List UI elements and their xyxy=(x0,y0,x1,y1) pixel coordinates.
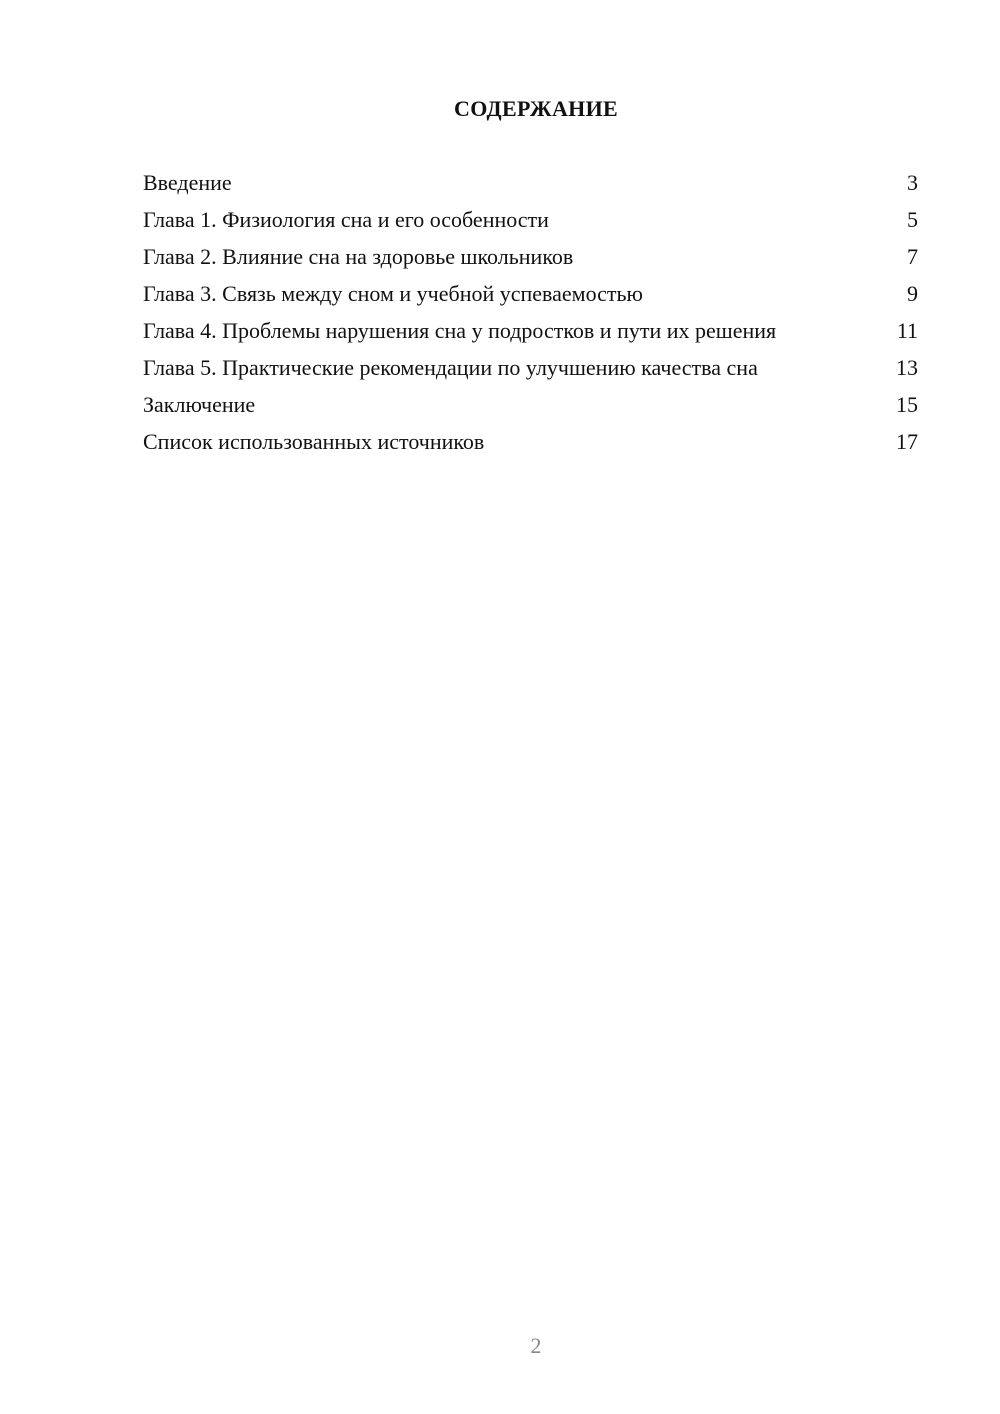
toc-entry xyxy=(143,318,918,344)
toc-entry-title: Глава 1. Физиология сна и его особенности xyxy=(143,207,549,232)
toc-entry-page: 11 xyxy=(896,318,918,343)
toc-entry xyxy=(143,244,918,270)
toc-entry-page: 13 xyxy=(896,355,918,380)
toc-entry xyxy=(143,281,918,307)
toc-entry-page: 17 xyxy=(896,429,918,454)
toc-entry xyxy=(143,355,918,381)
toc-entry-page: 5 xyxy=(907,207,918,232)
page-number: 2 xyxy=(530,1333,542,1358)
toc-entry-title: Глава 4. Проблемы нарушения сна у подростков и пути их решения xyxy=(143,318,777,343)
toc-entry-page: 9 xyxy=(907,281,918,306)
toc-entry xyxy=(143,429,918,455)
toc-entry-title: Глава 5. Практические рекомендации по улучшению качества сна xyxy=(143,355,758,380)
toc-entry xyxy=(143,392,918,418)
toc-entry xyxy=(143,207,918,233)
toc-entry-title: Заключение xyxy=(143,392,256,417)
toc-entry-page: 15 xyxy=(896,392,918,417)
toc-entry-title: Глава 3. Связь между сном и учебной успеваемостью xyxy=(143,281,643,306)
toc-entry-title: Список использованных источников xyxy=(143,429,485,454)
toc-title: СОДЕРЖАНИЕ xyxy=(454,96,618,121)
toc-entry xyxy=(143,170,918,196)
toc-entry-page: 7 xyxy=(907,244,918,269)
toc-entry-title: Глава 2. Влияние сна на здоровье школьников xyxy=(143,244,574,269)
table-of-contents xyxy=(143,170,918,466)
toc-entry-page: 3 xyxy=(907,170,918,195)
toc-entry-title: Введение xyxy=(143,170,232,195)
